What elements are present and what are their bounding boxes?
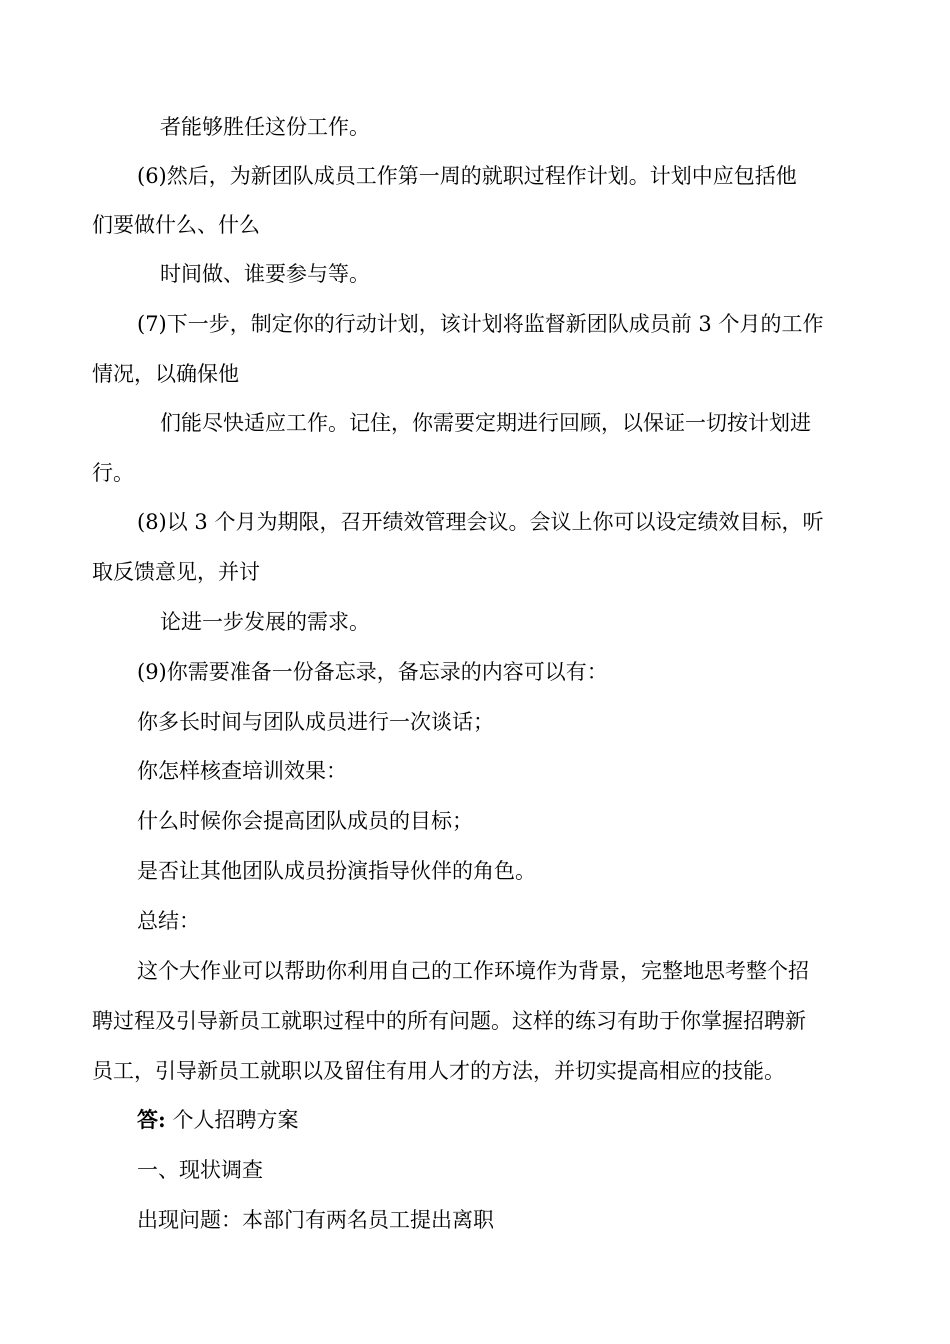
text-line: 行。 [92,461,134,485]
text-line: 出现问题：本部门有两名员工提出离职 [137,1208,494,1232]
text-line: 你怎样核查培训效果： [137,759,347,783]
text-line: 是否让其他团队成员扮演指导伙伴的角色。 [137,859,536,883]
text-line: 时间做、谁要参与等。 [160,262,370,286]
text-line: (8)以 3 个月为期限，召开绩效管理会议。会议上你可以设定绩效目标，听 [137,510,824,534]
summary-heading: 总结： [137,909,200,933]
text-line: 情况，以确保他 [92,362,239,386]
text-line: 这个大作业可以帮助你利用自己的工作环境作为背景，完整地思考整个招 [137,959,809,983]
text-line: 们要做什么、什么 [92,213,260,237]
text-line: 论进一步发展的需求。 [160,610,370,634]
answer-label: 答: [137,1107,166,1132]
text-line: 员工，引导新员工就职以及留住有用人才的方法，并切实提高相应的技能。 [92,1059,785,1083]
text-line: (7)下一步，制定你的行动计划，该计划将监督新团队成员前 3 个月的工作 [137,312,824,336]
answer-text: 个人招聘方案 [172,1108,299,1132]
text-line: (6)然后，为新团队成员工作第一周的就职过程作计划。计划中应包括他 [137,164,797,188]
answer-line [137,1106,950,1134]
section-heading: 一、现状调查 [137,1158,263,1182]
text-line: 们能尽快适应工作。记住，你需要定期进行回顾，以保证一切按计划进 [160,411,811,435]
text-line: 取反馈意见，并讨 [92,560,260,584]
text-line: 你多长时间与团队成员进行一次谈话； [137,710,494,734]
text-line: (9)你需要准备一份备忘录，备忘录的内容可以有： [137,660,608,684]
text-line: 什么时候你会提高团队成员的目标； [137,809,473,833]
text-line: 者能够胜任这份工作。 [160,115,370,139]
text-line: 聘过程及引导新员工就职过程中的所有问题。这样的练习有助于你掌握招聘新 [92,1009,806,1033]
